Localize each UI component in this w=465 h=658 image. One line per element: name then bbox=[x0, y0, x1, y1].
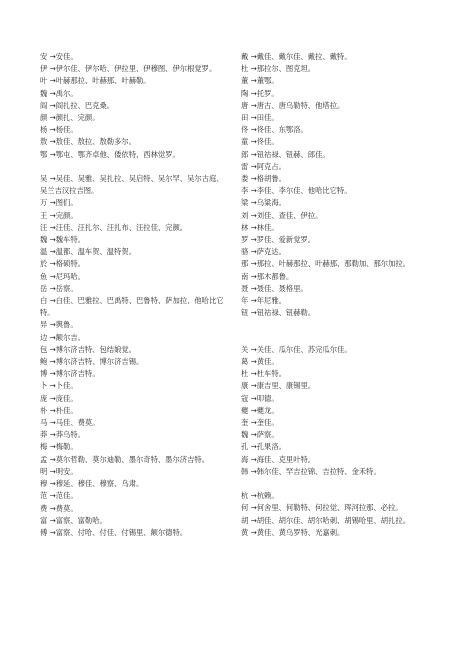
surname-entry: 唐 →唐古、唐乌勒特、他塔拉。 bbox=[241, 100, 345, 110]
surname-entry: 吴 →吴佳、吴雅、吴扎拉、吴启特、吴尔罕、吴尔古庭、吴兰吉汉拉吉图。 bbox=[40, 174, 224, 196]
surname-entry: 杭 →杭赖。 bbox=[241, 491, 279, 501]
surname-entry: 杜 →杜车特。 bbox=[241, 369, 286, 379]
surname-entry: 叶 →叶赫那拉、叶赫那、叶赫勒。 bbox=[40, 76, 151, 86]
surname-entry: 岳 →岳察。 bbox=[40, 283, 78, 293]
surname-entry: 海 →海佳、克里叶特。 bbox=[241, 454, 316, 464]
surname-entry: 博 →博尔济吉特。 bbox=[40, 369, 100, 379]
surname-entry: 关 →关佳、瓜尔佳、苏完瓜尔佳。 bbox=[241, 344, 352, 354]
surname-entry: 黄 →黄佳、黄乌罗特、光嘉刺。 bbox=[241, 527, 345, 537]
surname-entry: 魏 →禹尔。 bbox=[40, 88, 78, 98]
surname-entry: 雷 →阿克占。 bbox=[241, 161, 286, 171]
surname-entry: 梁 →乌粱海。 bbox=[241, 198, 286, 208]
surname-entry: 汪 →汪佳、汪扎尔、汪扎布、汪拉佳、完颜。 bbox=[40, 222, 188, 232]
surname-entry: 王 →完颜。 bbox=[40, 210, 78, 220]
surname-entry: 陶 →托罗。 bbox=[241, 88, 279, 98]
surname-entry: 万 →图们。 bbox=[40, 198, 78, 208]
surname-entry: 林 →林佳。 bbox=[241, 222, 279, 232]
surname-entry: 孔 →孔果洛。 bbox=[241, 442, 286, 452]
surname-entry: 葛 →黄佳。 bbox=[241, 357, 279, 367]
surname-entry: 奎 →奎佳。 bbox=[241, 418, 279, 428]
surname-entry: 戴 →戴佳、戴尔佳、戴拉、戴特。 bbox=[241, 52, 352, 61]
surname-entry: 杨 →杨佳。 bbox=[40, 125, 78, 135]
right-column bbox=[241, 51, 437, 539]
surname-entry: 童 →佟佳。 bbox=[241, 137, 279, 147]
surname-entry: 颜 →颜扎、完颜。 bbox=[40, 113, 100, 123]
surname-entry: 南 →那木都鲁。 bbox=[241, 271, 294, 281]
surname-entry: 卜 →卜佳。 bbox=[40, 381, 78, 391]
surname-entry: 魏 →魏车特。 bbox=[40, 235, 85, 245]
surname-entry: 傅 →富察、付哈、付佳、付锡里、额尔德特。 bbox=[40, 527, 188, 537]
surname-entry: 孟 →莫尔哲勒、莫尔迪勒、墨尔奇特、墨尔济吉特。 bbox=[40, 454, 209, 464]
surname-entry: 钮 →钮祜禄、钮赫勒。 bbox=[241, 308, 316, 318]
surname-entry: 骆 →萨克达。 bbox=[241, 247, 286, 257]
surname-entry: 穆 →穆延、穆佳、穆察、乌肃。 bbox=[40, 479, 144, 489]
surname-entry bbox=[241, 478, 437, 490]
surname-entry: 董 →董鄂。 bbox=[241, 76, 279, 86]
surname-entry: 鱼 →尼玛哈。 bbox=[40, 271, 85, 281]
surname-entry: 莽 →莽乌特。 bbox=[40, 430, 85, 440]
left-column bbox=[40, 51, 228, 539]
surname-entry: 安 →安佳。 bbox=[40, 52, 78, 61]
surname-entry: 庞 →庞佳。 bbox=[40, 393, 78, 403]
surname-entry: 娄 →格胡鲁。 bbox=[241, 174, 286, 184]
surname-entry: 夔 →夔龙。 bbox=[241, 405, 279, 415]
surname-entry: 李 →李佳、李尔佳、他哈比它特。 bbox=[241, 186, 352, 196]
surname-entry: 明 →明安。 bbox=[40, 466, 78, 476]
surname-entry: 杜 →那拉尔、图克坦。 bbox=[241, 64, 316, 74]
surname-entry: 佟 →佟佳、东鄂洛。 bbox=[241, 125, 308, 135]
surname-entry: 韩 →韩尔佳、罕吉拉锦、吉拉特、金禾特。 bbox=[241, 466, 381, 476]
surname-entry: 康 →康吉里、康锡里。 bbox=[241, 381, 316, 391]
surname-entry: 敖 →敖佳、敖拉、敖勒多尔。 bbox=[40, 137, 136, 147]
surname-entry: 范 →范佳。 bbox=[40, 491, 78, 501]
surname-entry: 马 →马佳、费莫。 bbox=[40, 418, 100, 428]
surname-entry: 鲍 →博尔济吉特、博尔济吉锡。 bbox=[40, 357, 144, 367]
surname-entry: 朴 →朴佳。 bbox=[40, 405, 78, 415]
surname-entry: 魏 →萨察。 bbox=[241, 430, 279, 440]
surname-entry: 阎 →阎扎拉、巴克桑。 bbox=[40, 100, 115, 110]
surname-entry: 田 →田佳。 bbox=[241, 113, 279, 123]
surname-entry: 何 →何舍里、何勒特、何拉觉、珲河拉那、必拉。 bbox=[241, 503, 403, 513]
surname-entry bbox=[40, 161, 228, 173]
surname-entry: 罗 →罗佳、爱新觉罗。 bbox=[241, 235, 316, 245]
surname-entry bbox=[241, 332, 437, 344]
surname-entry: 费 →费莫。 bbox=[40, 503, 78, 513]
surname-entry: 梅 →梅勒。 bbox=[40, 442, 78, 452]
surname-entry: 聂 →聂佳、聂格里。 bbox=[241, 283, 308, 293]
surname-entry: 包 →博尔济吉特、包结娘觉。 bbox=[40, 344, 136, 354]
surname-entry: 郎 →钮祜禄、钮赫、郎佳。 bbox=[241, 149, 330, 159]
surname-entry: 温 →温都、温车贺、温特贺。 bbox=[40, 247, 136, 257]
surname-entry: 异 →舆鲁。 bbox=[40, 320, 78, 330]
surname-entry: 边 →额尔吉。 bbox=[40, 332, 85, 342]
surname-entry: 富 →富察、富勒哈。 bbox=[40, 515, 107, 525]
surname-entry: 那 →那拉、叶赫那拉、叶赫那、那勒加、那尔加拉。 bbox=[241, 259, 410, 269]
surname-entry: 刘 →刘佳、查佳、伊拉。 bbox=[241, 210, 323, 220]
surname-entry: 年 →年尼雅。 bbox=[241, 296, 286, 306]
surname-entry: 於 →格硕特。 bbox=[40, 259, 85, 269]
surname-entry: 寇 →叩德。 bbox=[241, 393, 279, 403]
surname-entry: 伊 →伊尔佳、伊尔哈、伊拉里、伊穆图、伊尔根觉罗。 bbox=[40, 64, 217, 74]
surname-entry bbox=[241, 319, 437, 331]
surname-entry: 白 →白佳、巴雅拉、巴禹特、巴鲁特、萨加拉、他哈比它特。 bbox=[40, 296, 224, 318]
surname-entry: 鄂 →鄂屯、鄂齐卓他、倭依特、西林觉罗。 bbox=[40, 149, 180, 159]
surname-entry: 胡 →胡佳、胡尔佳、胡尔哈刺、胡锡哈里、胡扎拉。 bbox=[241, 515, 410, 525]
